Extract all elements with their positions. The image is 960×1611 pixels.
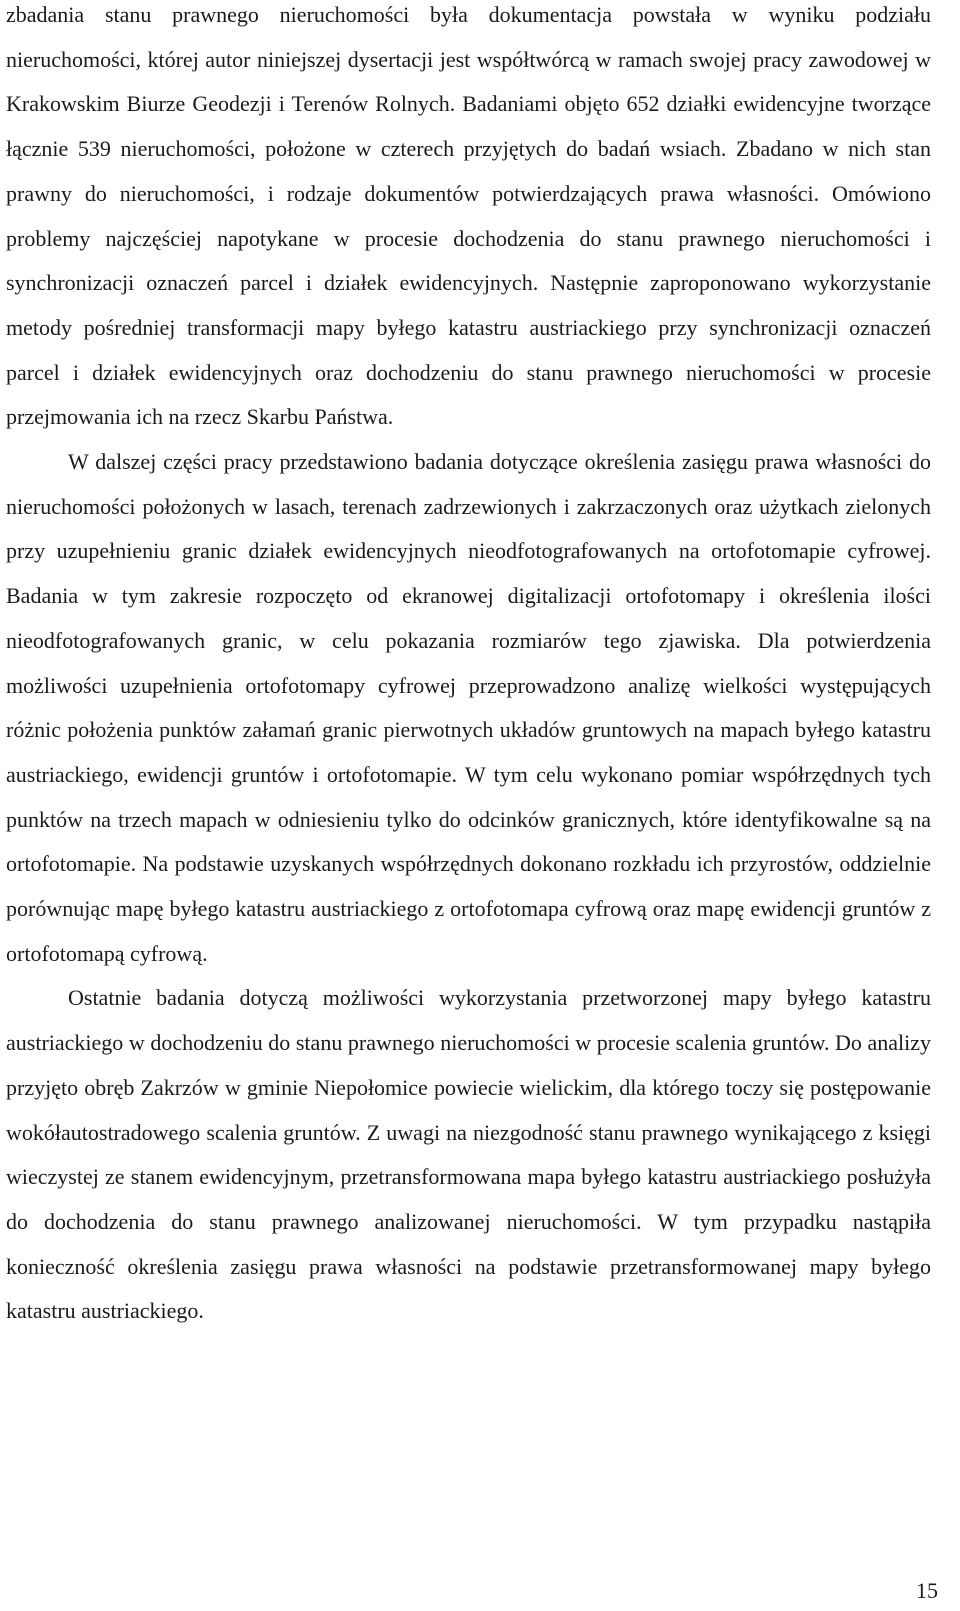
page-number: 15 bbox=[916, 1578, 938, 1603]
paragraph-research-forest-boundaries: W dalszej części pracy przedstawiono badania dotyczące określenia zasięgu prawa własności do nieruchomości położonych w lasach, terenach zadrzewionych i zakrzaczonych oraz użytkach zielonych przy uzupełnieniu granic działek ewidencyjnych nieodfotografowanych na ortofotomapie cyfrowej. Badania w tym zakresie rozpoczęto od ekranowej digitalizacji ortofotomapy i określenia ilości nieodfotografowanych granic, w celu pokazania rozmiarów tego zjawiska. Dla potwierdzenia możliwości uzupełnienia ortofotomapy cyfrowej przeprowadzono analizę wielkości występujących różnic położenia punktów załamań granic pierwotnych układów gruntowych na mapach byłego katastru austriackiego, ewidencji gruntów i ortofotomapie. W tym celu wykonano pomiar współrzędnych tych punktów na trzech mapach w odniesieniu tylko do odcinków granicznych, które identyfikowalne są na ortofotomapie. Na podstawie uzyskanych współrzędnych dokonano rozkładu ich przyrostów, oddzielnie porównując mapę byłego katastru austriackiego z ortofotomapa cyfrową oraz mapę ewidencji gruntów z ortofotomapą cyfrową. bbox=[6, 449, 931, 966]
paragraph-research-land-consolidation: Ostatnie badania dotyczą możliwości wykorzystania przetworzonej mapy byłego katastru austriackiego w dochodzeniu do stanu prawnego nieruchomości w procesie scalenia gruntów. Do analizy przyjęto obręb Zakrzów w gminie Niepołomice powiecie wielickim, dla którego toczy się postępowanie wokółautostradowego scalenia gruntów. Z uwagi na niezgodność stanu prawnego wynikającego z księgi wieczystej ze stanem ewidencyjnym, przetransformowana mapa byłego katastru austriackiego posłużyła do dochodzenia do stanu prawnego analizowanej nieruchomości. W tym przypadku nastąpiła konieczność określenia zasięgu prawa własności na podstawie przetransformowanej mapy byłego katastru austriackiego. bbox=[6, 985, 931, 1324]
document-page bbox=[6, 0, 931, 1334]
paragraph-continuation: zbadania stanu prawnego nieruchomości była dokumentacja powstała w wyniku podziału nieruchomości, której autor niniejszej dysertacji jest współtwórcą w ramach swojej pracy zawodowej w Krakowskim Biurze Geodezji i Terenów Rolnych. Badaniami objęto 652 działki ewidencyjne tworzące łącznie 539 nieruchomości, położone w czterech przyjętych do badań wsiach. Zbadano w nich stan prawny do nieruchomości, i rodzaje dokumentów potwierdzających prawa własności. Omówiono problemy najczęściej napotykane w procesie dochodzenia do stanu prawnego nieruchomości i synchronizacji oznaczeń parcel i działek ewidencyjnych. Następnie zaproponowano wykorzystanie metody pośredniej transformacji mapy byłego katastru austriackiego przy synchronizacji oznaczeń parcel i działek ewidencyjnych oraz dochodzeniu do stanu prawnego nieruchomości w procesie przejmowania ich na rzecz Skarbu Państwa. bbox=[6, 2, 931, 430]
